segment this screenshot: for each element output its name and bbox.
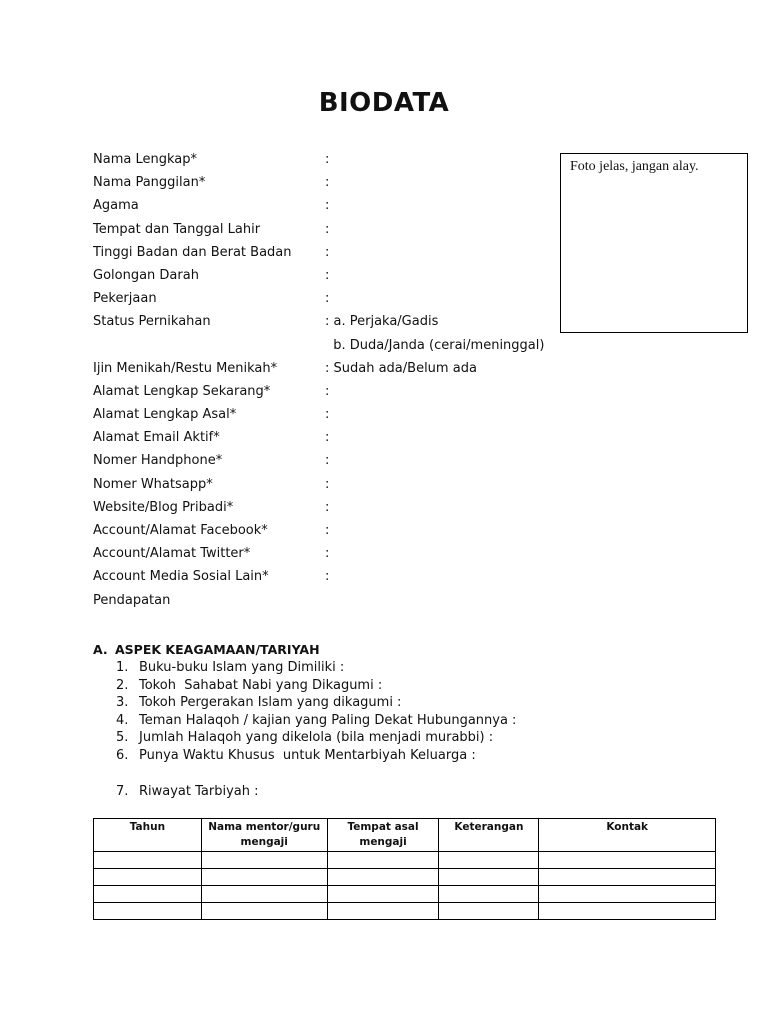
field-value[interactable]: :	[325, 430, 330, 446]
section-a-heading	[93, 642, 320, 657]
field-label: Agama	[93, 198, 139, 214]
question-text: Punya Waktu Khusus untuk Mentarbiyah Keluarga :	[139, 747, 476, 763]
field-value[interactable]: :	[325, 523, 330, 538]
header-kontak: Kontak	[539, 819, 716, 852]
field-value[interactable]: :	[325, 407, 330, 423]
field-label: Website/Blog Pribadi*	[93, 499, 234, 515]
field-value[interactable]: :	[325, 198, 330, 214]
question-item	[116, 729, 516, 747]
table-cell[interactable]	[539, 886, 716, 903]
field-label: Tempat dan Tanggal Lahir	[93, 221, 261, 237]
question-number: 3.	[116, 695, 129, 710]
question-item	[116, 747, 516, 765]
field-label: Account/Alamat Facebook*	[93, 523, 268, 538]
field-row	[93, 592, 563, 615]
question-text: Tokoh Sahabat Nabi yang Dikagumi :	[139, 677, 383, 693]
table-header-row	[94, 819, 716, 852]
field-row	[93, 476, 563, 499]
table-cell[interactable]	[201, 886, 327, 903]
field-row	[93, 406, 563, 429]
header-tahun: Tahun	[94, 819, 202, 852]
field-label: Alamat Lengkap Sekarang*	[93, 383, 271, 399]
field-row	[93, 452, 563, 475]
field-row	[93, 174, 563, 197]
table-cell[interactable]	[94, 886, 202, 903]
field-label: Account Media Sosial Lain*	[93, 569, 269, 585]
field-value[interactable]: : Sudah ada/Belum ada	[325, 360, 477, 376]
field-value[interactable]: :	[325, 569, 330, 585]
header-tempat-asal: Tempat asal mengaji	[327, 819, 439, 852]
table-cell[interactable]	[439, 852, 539, 869]
table-cell[interactable]	[539, 852, 716, 869]
table-cell[interactable]	[327, 869, 439, 886]
document-title: BIODATA	[318, 88, 450, 118]
table-cell[interactable]	[201, 869, 327, 886]
field-value[interactable]: :	[325, 546, 330, 562]
field-row	[93, 568, 563, 591]
question-item	[116, 677, 516, 695]
field-label: Pekerjaan	[93, 291, 157, 307]
field-value[interactable]: :	[325, 499, 330, 515]
field-row	[93, 383, 563, 406]
field-row	[93, 360, 563, 383]
field-value[interactable]: :	[325, 291, 330, 307]
field-label: Nama Lengkap*	[93, 152, 197, 167]
field-value[interactable]: b. Duda/Janda (cerai/meninggal)	[325, 337, 545, 353]
table-cell[interactable]	[201, 903, 327, 920]
photo-note: Foto jelas, jangan alay.	[570, 159, 699, 174]
field-label: Nomer Whatsapp*	[93, 476, 213, 492]
question-number: 5.	[116, 730, 129, 745]
field-label: Nama Panggilan*	[93, 175, 206, 191]
table-row	[94, 869, 716, 886]
table-cell[interactable]	[539, 869, 716, 886]
question-item	[116, 659, 516, 677]
table-cell[interactable]	[439, 903, 539, 920]
table-cell[interactable]	[94, 852, 202, 869]
field-label: Ijin Menikah/Restu Menikah*	[93, 360, 278, 376]
question-number: 1.	[116, 660, 129, 675]
field-value[interactable]: :	[325, 152, 330, 167]
section-a-title: ASPEK KEAGAMAAN/TARIYAH	[115, 642, 320, 657]
table-cell[interactable]	[201, 852, 327, 869]
field-value[interactable]: : a. Perjaka/Gadis	[325, 314, 439, 330]
field-label: Golongan Darah	[93, 267, 199, 283]
table-cell[interactable]	[94, 869, 202, 886]
question-7	[116, 784, 259, 799]
table-cell[interactable]	[327, 903, 439, 920]
biodata-fields	[93, 151, 563, 615]
field-label: Tinggi Badan dan Berat Badan	[93, 244, 292, 260]
field-value[interactable]: :	[325, 221, 330, 237]
question-text: Teman Halaqoh / kajian yang Paling Dekat Hubungannya :	[139, 712, 517, 728]
question-number: 6.	[116, 747, 129, 763]
field-value[interactable]: :	[325, 383, 330, 399]
question-item	[116, 712, 516, 730]
header-nama-mentor: Nama mentor/guru mengaji	[201, 819, 327, 852]
field-value[interactable]: :	[325, 175, 330, 191]
question-number: 2.	[116, 677, 129, 693]
field-label: Pendapatan	[93, 592, 171, 608]
field-value[interactable]: :	[325, 267, 330, 283]
riwayat-tarbiyah-table	[93, 818, 716, 920]
section-a-letter: A.	[93, 642, 108, 657]
table-cell[interactable]	[94, 903, 202, 920]
field-value[interactable]: :	[325, 476, 330, 492]
question-text: Riwayat Tarbiyah :	[139, 784, 259, 799]
table-cell[interactable]	[539, 903, 716, 920]
field-value[interactable]: :	[325, 244, 330, 260]
field-label: Nomer Handphone*	[93, 453, 223, 469]
table-row	[94, 903, 716, 920]
question-number: 4.	[116, 712, 129, 728]
photo-box[interactable]	[560, 153, 748, 333]
field-label: Alamat Email Aktif*	[93, 430, 220, 446]
table-cell[interactable]	[327, 852, 439, 869]
question-item	[116, 694, 516, 712]
field-row	[93, 313, 563, 336]
table-cell[interactable]	[439, 869, 539, 886]
field-row	[93, 244, 563, 267]
field-label: Status Pernikahan	[93, 314, 211, 330]
question-text: Buku-buku Islam yang Dimiliki :	[139, 660, 345, 675]
field-value[interactable]: :	[325, 453, 330, 469]
table-row	[94, 852, 716, 869]
table-cell[interactable]	[439, 886, 539, 903]
question-number: 7.	[116, 784, 129, 799]
table-row	[94, 886, 716, 903]
field-row	[93, 337, 563, 360]
field-row	[93, 522, 563, 545]
field-label: Alamat Lengkap Asal*	[93, 407, 237, 423]
question-text: Jumlah Halaqoh yang dikelola (bila menjadi murabbi) :	[139, 730, 494, 745]
field-row	[93, 429, 563, 452]
field-label: Account/Alamat Twitter*	[93, 546, 251, 562]
field-row	[93, 290, 563, 313]
header-keterangan: Keterangan	[439, 819, 539, 852]
section-a-questions	[116, 659, 516, 764]
field-row	[93, 151, 563, 174]
question-text: Tokoh Pergerakan Islam yang dikagumi :	[139, 695, 402, 710]
field-row	[93, 221, 563, 244]
table-cell[interactable]	[327, 886, 439, 903]
field-row	[93, 545, 563, 568]
field-row	[93, 499, 563, 522]
field-row	[93, 267, 563, 290]
field-row	[93, 197, 563, 220]
